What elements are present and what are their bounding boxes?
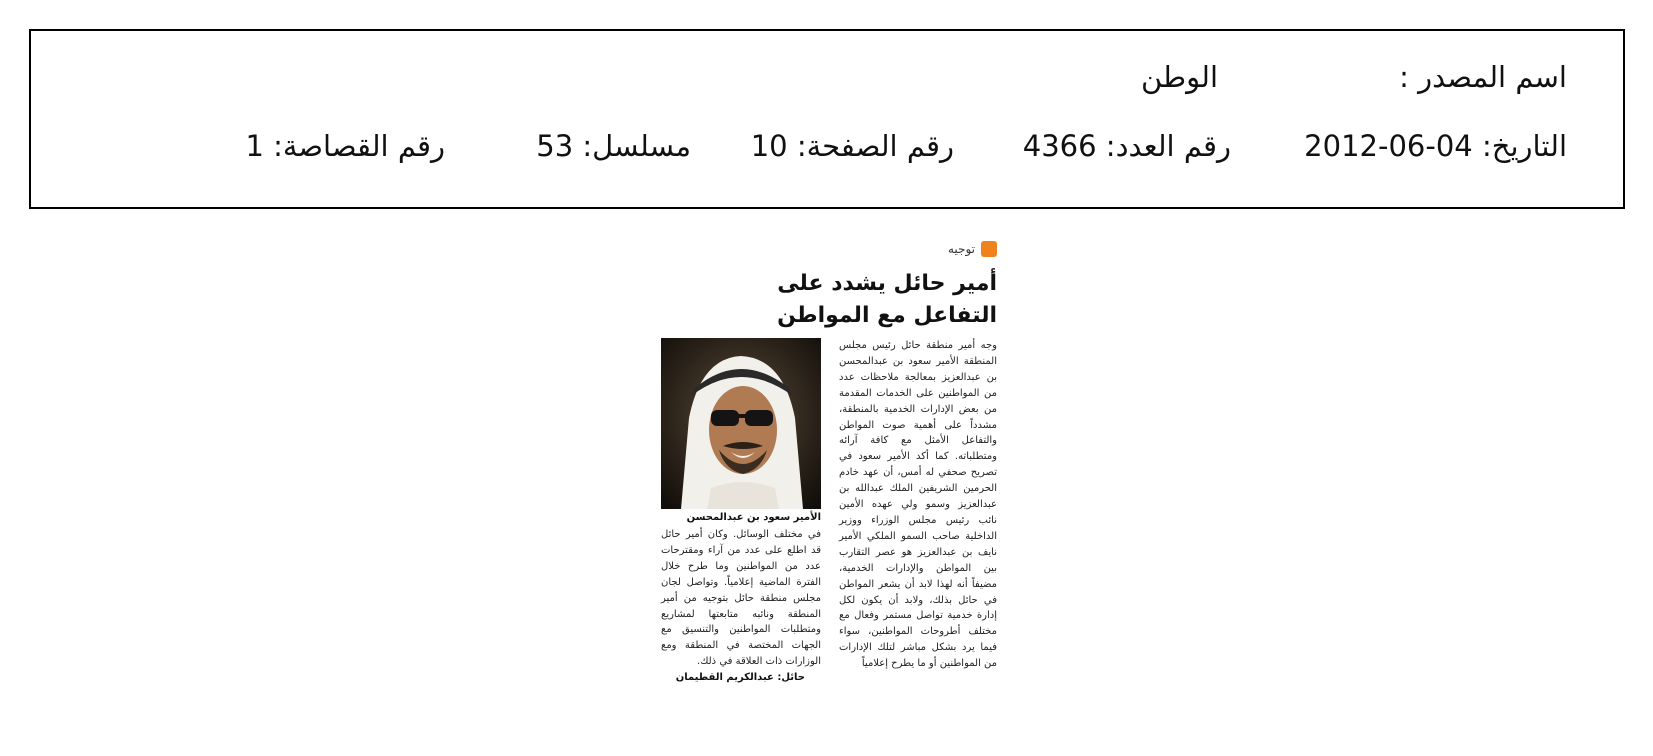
article-title: أمير حائل يشدد على التفاعل مع المواطن xyxy=(777,271,997,328)
date-field: التاريخ: 04-06-2012 xyxy=(1304,129,1567,163)
serial-field: مسلسل: 53 xyxy=(536,129,691,163)
metadata-box xyxy=(29,29,1625,209)
page-number-field: رقم الصفحة: 10 xyxy=(750,129,954,163)
clip-number-field: رقم القصاصة: 1 xyxy=(245,129,445,163)
source-value: الوطن xyxy=(1140,60,1218,94)
byline: حائل: عبدالكريم القطيمان xyxy=(675,672,805,684)
newspaper-clipping xyxy=(655,240,997,740)
section-tag xyxy=(948,240,997,258)
article-left-column xyxy=(661,338,821,683)
article-body-right-column: وجه أمير منطقة حائل رئيس مجلس المنطقة الأمير سعود بن عبدالمحسن بن عبدالعزيز بمعالجة ملاحظات عدد من المواطنين على الخدمات المقدمة من بعض الإدارات الخدمية بالمنطقة، مشدداً على أهمية صوت المواطن والتفاعل الأمثل مع كافة آرائه ومتطلباته. كما أكد الأمير سعود في تصريح صحفي له أمس، أن عهد خادم الحرمين الشريفين الملك عبدالله بن عبدالعزيز وسمو ولي عهده الأمين نائب رئيس مجلس الوزراء ووزير الداخلية صاحب السمو الملكي الأمير نايف بن عبدالعزيز هو عصر التقارب بين المواطن والإدارات الخدمية، مضيفاً أنه لهذا لابد أن يشعر المواطن في حائل بذلك، ولابد أن يكون لكل إدارة خدمية تواصل مستمر وفعال مع مختلف أطروحات المواطنين، سواء فيما يرد بشكل مباشر لتلك الإدارات من المواطنين أو ما يطرح إعلامياً xyxy=(839,340,997,670)
portrait-photo xyxy=(661,338,821,509)
section-square-icon xyxy=(981,241,997,257)
section-label: توجيه xyxy=(947,242,975,256)
issue-number-field: رقم العدد: 4366 xyxy=(1022,129,1231,163)
photo-caption: الأمير سعود بن عبدالمحسن xyxy=(686,512,821,523)
article-body-left-column: في مختلف الوسائل. وكان أمير حائل قد اطلع على عدد من آراء ومقترحات عدد من المواطنين وما طرح خلال الفترة الماضية إعلامياً. وتواصل لجان مجلس منطقة حائل بتوجيه من أمير المنطقة ونائبه متابعتها لمشاريع ومتطلبات المواطنين والتنسيق مع الجهات المختصة في المنطقة ومع الوزارات ذات العلاقة في ذلك. xyxy=(661,529,821,668)
source-label: اسم المصدر : xyxy=(1399,60,1567,94)
